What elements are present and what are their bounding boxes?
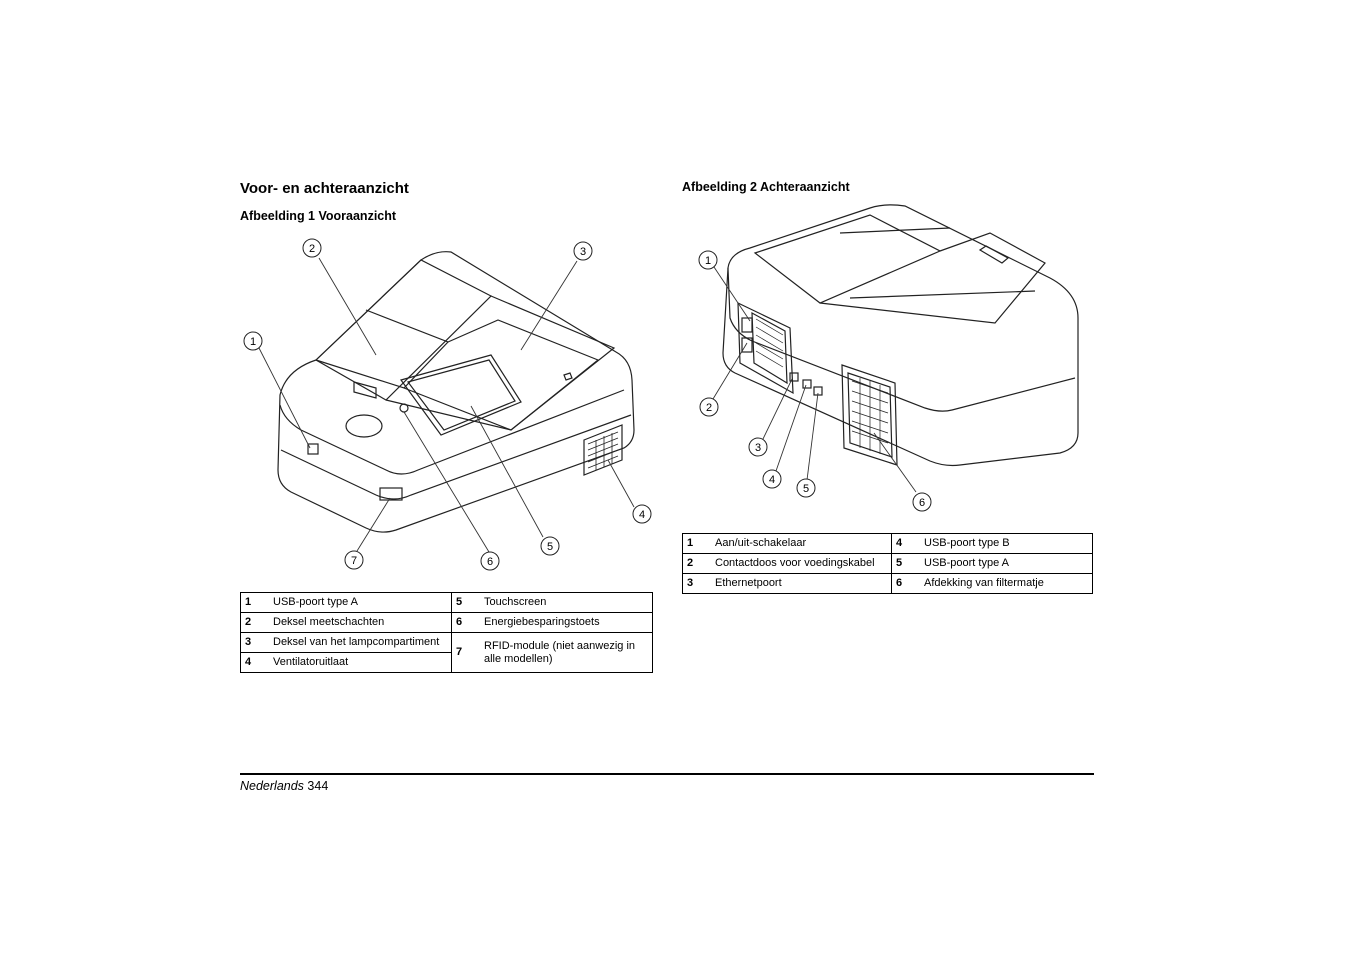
rear-callout-4: 4 — [768, 474, 776, 486]
legend-num: 6 — [892, 574, 921, 594]
legend-text: RFID-module (niet aanwezig in alle modellen) — [480, 633, 653, 673]
footer-rule — [240, 773, 1094, 775]
front-view-callouts — [236, 230, 656, 580]
footer-language: Nederlands — [240, 779, 304, 793]
rear-view-callouts — [690, 203, 1100, 523]
legend-text: USB-poort type A — [269, 593, 452, 613]
figure2-caption: Afbeelding 2 Achteraanzicht — [682, 180, 850, 194]
front-callout-2: 2 — [308, 243, 316, 255]
legend-text: Contactdoos voor voedingskabel — [711, 554, 892, 574]
section-title: Voor- en achteraanzicht — [240, 180, 409, 197]
table-row — [241, 593, 653, 613]
legend-num: 1 — [683, 534, 712, 554]
legend-text: USB-poort type A — [920, 554, 1093, 574]
rear-callout-1: 1 — [704, 255, 712, 267]
table-row — [683, 574, 1093, 594]
table-row — [683, 554, 1093, 574]
front-callout-7: 7 — [350, 555, 358, 567]
table-row — [683, 534, 1093, 554]
legend-text: Ventilatoruitlaat — [269, 653, 452, 673]
figure2-legend-table — [682, 533, 1093, 594]
front-callout-4: 4 — [638, 509, 646, 521]
legend-num: 1 — [241, 593, 270, 613]
rear-view-figure — [690, 203, 1100, 523]
legend-text: Afdekking van filtermatje — [920, 574, 1093, 594]
legend-num: 3 — [683, 574, 712, 594]
page-footer — [240, 779, 328, 793]
front-callout-1: 1 — [249, 336, 257, 348]
table-row — [241, 613, 653, 633]
legend-text: Touchscreen — [480, 593, 653, 613]
legend-num: 5 — [452, 593, 481, 613]
legend-num: 7 — [452, 633, 481, 673]
rear-callout-2: 2 — [705, 402, 713, 414]
table-row — [241, 633, 653, 653]
legend-text: USB-poort type B — [920, 534, 1093, 554]
legend-text: Ethernetpoort — [711, 574, 892, 594]
page-number: 344 — [307, 779, 329, 793]
front-callout-5: 5 — [546, 541, 554, 553]
figure1-legend-table — [240, 592, 653, 673]
rear-callout-5: 5 — [802, 483, 810, 495]
front-view-figure — [236, 230, 656, 580]
legend-num: 5 — [892, 554, 921, 574]
rear-callout-6: 6 — [918, 497, 926, 509]
figure1-caption: Afbeelding 1 Vooraanzicht — [240, 209, 397, 223]
legend-num: 3 — [241, 633, 270, 653]
legend-num: 2 — [683, 554, 712, 574]
legend-num: 4 — [892, 534, 921, 554]
legend-num: 2 — [241, 613, 270, 633]
legend-num: 4 — [241, 653, 270, 673]
legend-text: Aan/uit-schakelaar — [711, 534, 892, 554]
front-callout-6: 6 — [486, 556, 494, 568]
legend-text: Deksel meetschachten — [269, 613, 452, 633]
rear-callout-3: 3 — [754, 442, 762, 454]
legend-text: Deksel van het lampcompartiment — [269, 633, 452, 653]
legend-num: 6 — [452, 613, 481, 633]
front-callout-3: 3 — [579, 246, 587, 258]
legend-text: Energiebesparingstoets — [480, 613, 653, 633]
